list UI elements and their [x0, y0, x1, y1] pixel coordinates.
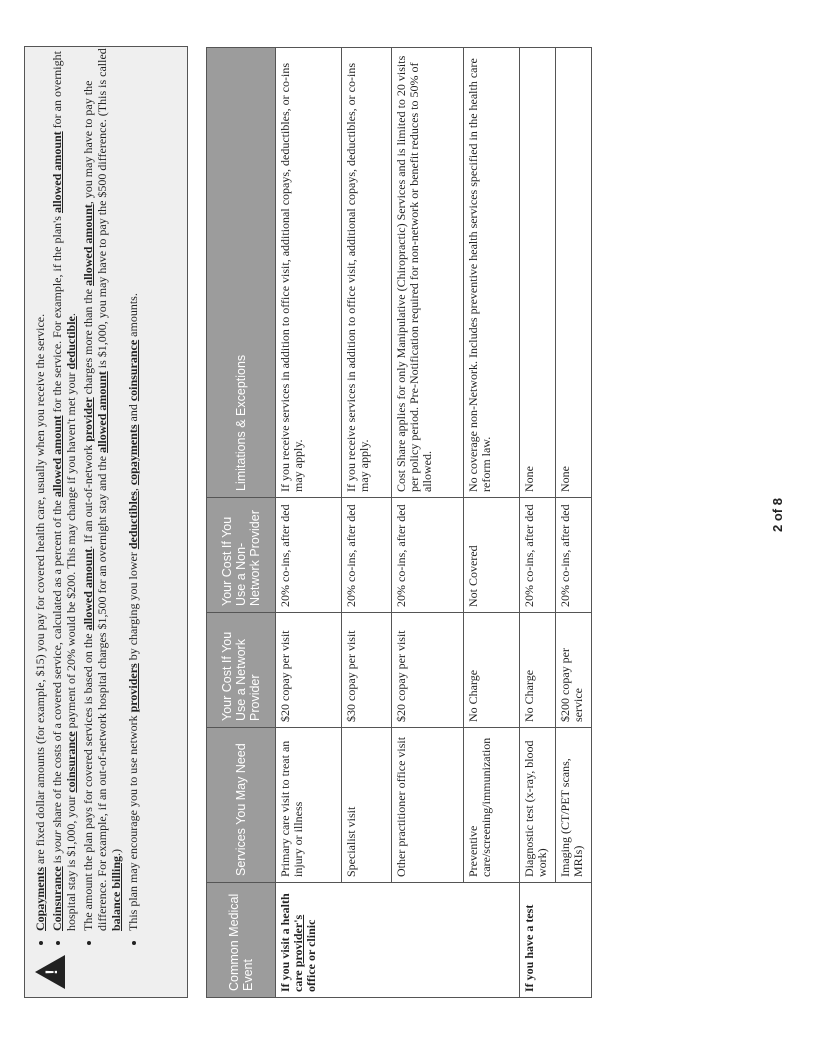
term: provider's: [291, 914, 305, 968]
text: .): [109, 848, 123, 856]
network-cost-cell: $30 copay per visit: [342, 613, 392, 728]
header-limitations: Limitations & Exceptions: [207, 48, 276, 498]
bullet-allowed-amount: [81, 43, 123, 931]
network-cost-cell: No Charge: [464, 613, 520, 728]
term: allowed amount: [81, 204, 95, 286]
event-office-visit: [276, 883, 520, 998]
limitations-cell: Cost Share applies for only Manipulative (Chiropractic) Services and is limited to 20 visits per policy period. Pre-Notification required for non-network or benefit reduces to 50% of allowed.: [392, 48, 464, 498]
network-cost-cell: $200 copay per service: [556, 613, 592, 728]
bullet-copayments: [33, 43, 47, 931]
emphasis: your: [50, 830, 64, 853]
bullet-network-providers: [126, 43, 140, 931]
limitations-cell: If you receive services in addition to office visit, additional copays, deductibles, or co-ins may apply.: [276, 48, 342, 498]
term: allowed amount: [50, 415, 64, 498]
text: If you visit a health care: [278, 893, 305, 992]
network-cost-cell: $20 copay per visit: [392, 613, 464, 728]
table-row: [520, 48, 556, 998]
term: deductibles: [126, 491, 140, 550]
table-header-row: [207, 48, 276, 998]
non-network-cost-cell: 20% co-ins, after ded: [556, 498, 592, 613]
text: and: [126, 401, 140, 425]
text: charges more than the: [81, 285, 95, 398]
text: The amount the plan pays for covered services is based on the: [81, 630, 95, 931]
network-cost-cell: No Charge: [520, 613, 556, 728]
service-cell: Primary care visit to treat an injury or illness: [276, 728, 342, 883]
header-network-cost: Your Cost If You Use a Network Provider: [207, 613, 276, 728]
text: are fixed dollar amounts (for example, $15) you pay for covered health care, usually when you receive the service.: [33, 313, 47, 867]
term: Copayments: [33, 866, 47, 931]
header-non-network-cost: Your Cost If You Use a Non-Network Provider: [207, 498, 276, 613]
bullet-coinsurance: [50, 43, 78, 931]
text: for the service. For example, if the plan's: [50, 213, 64, 416]
limitations-cell: If you receive services in addition to office visit, additional copays, deductibles, or co-ins may apply.: [342, 48, 392, 498]
text: by charging you lower: [126, 549, 140, 664]
term: providers: [126, 663, 140, 713]
non-network-cost-cell: Not Covered: [464, 498, 520, 613]
limitations-cell: None: [520, 48, 556, 498]
table-row: [464, 48, 520, 998]
text: share of the costs of a covered service, calculated as a percent of the: [50, 497, 64, 831]
text: ,: [126, 485, 140, 492]
warning-mark: !: [42, 969, 61, 975]
term: allowed amount: [50, 131, 64, 214]
term: Coinsurance: [50, 866, 64, 931]
text: amounts.: [126, 293, 140, 340]
service-cell: Specialist visit: [342, 728, 392, 883]
table-row: [556, 48, 592, 998]
text: is: [50, 852, 64, 867]
non-network-cost-cell: 20% co-ins, after ded: [392, 498, 464, 613]
notice-bullets: [33, 43, 143, 947]
notice-box: [24, 46, 188, 998]
service-cell: Diagnostic test (x-ray, blood work): [520, 728, 556, 883]
limitations-cell: None: [556, 48, 592, 498]
table-row: [276, 48, 342, 998]
network-cost-cell: $20 copay per visit: [276, 613, 342, 728]
term: balance billing: [109, 855, 123, 931]
rotated-page: [18, 20, 798, 1020]
term: coinsurance: [64, 731, 78, 793]
term: copayments: [126, 424, 140, 486]
benefits-table: [206, 47, 592, 998]
term: deductible: [64, 316, 78, 370]
text: is $1,000, you may have to pay the $500 difference. (This is called: [95, 48, 109, 372]
text: This plan may encourage you to use network: [126, 712, 140, 931]
non-network-cost-cell: 20% co-ins, after ded: [342, 498, 392, 613]
limitations-cell: No coverage non-Network. Includes preventive health services specified in the health care reform law.: [464, 48, 520, 498]
service-cell: Other practitioner office visit: [392, 728, 464, 883]
text: , you may have to pay the difference. For example, if an out-of-network hospital charges $1,500 for an overnight stay and the: [81, 80, 109, 931]
term: provider: [81, 397, 95, 442]
non-network-cost-cell: 20% co-ins, after ded: [276, 498, 342, 613]
non-network-cost-cell: 20% co-ins, after ded: [520, 498, 556, 613]
table-row: [342, 48, 392, 998]
text: for an overnight hospital stay is $1,000, your: [50, 51, 78, 931]
service-cell: Preventive care/screening/immunization: [464, 728, 520, 883]
service-cell: Imaging (CT/PET scans, MRIs): [556, 728, 592, 883]
text: payment of 20% would be $200. This may change if you haven't met your: [64, 369, 78, 732]
term: allowed amount: [81, 548, 95, 631]
text: . If an out-of-network: [81, 441, 95, 549]
term: allowed amount: [95, 371, 109, 453]
page-number: 2 of 8: [770, 498, 785, 532]
event-test: If you have a test: [520, 883, 592, 998]
term: coinsurance: [126, 339, 140, 402]
header-medical-event: Common Medical Event: [207, 883, 276, 998]
table-row: [392, 48, 464, 998]
text: office or clinic: [304, 919, 318, 992]
header-services: Services You May Need: [207, 728, 276, 883]
text: .: [64, 313, 78, 317]
